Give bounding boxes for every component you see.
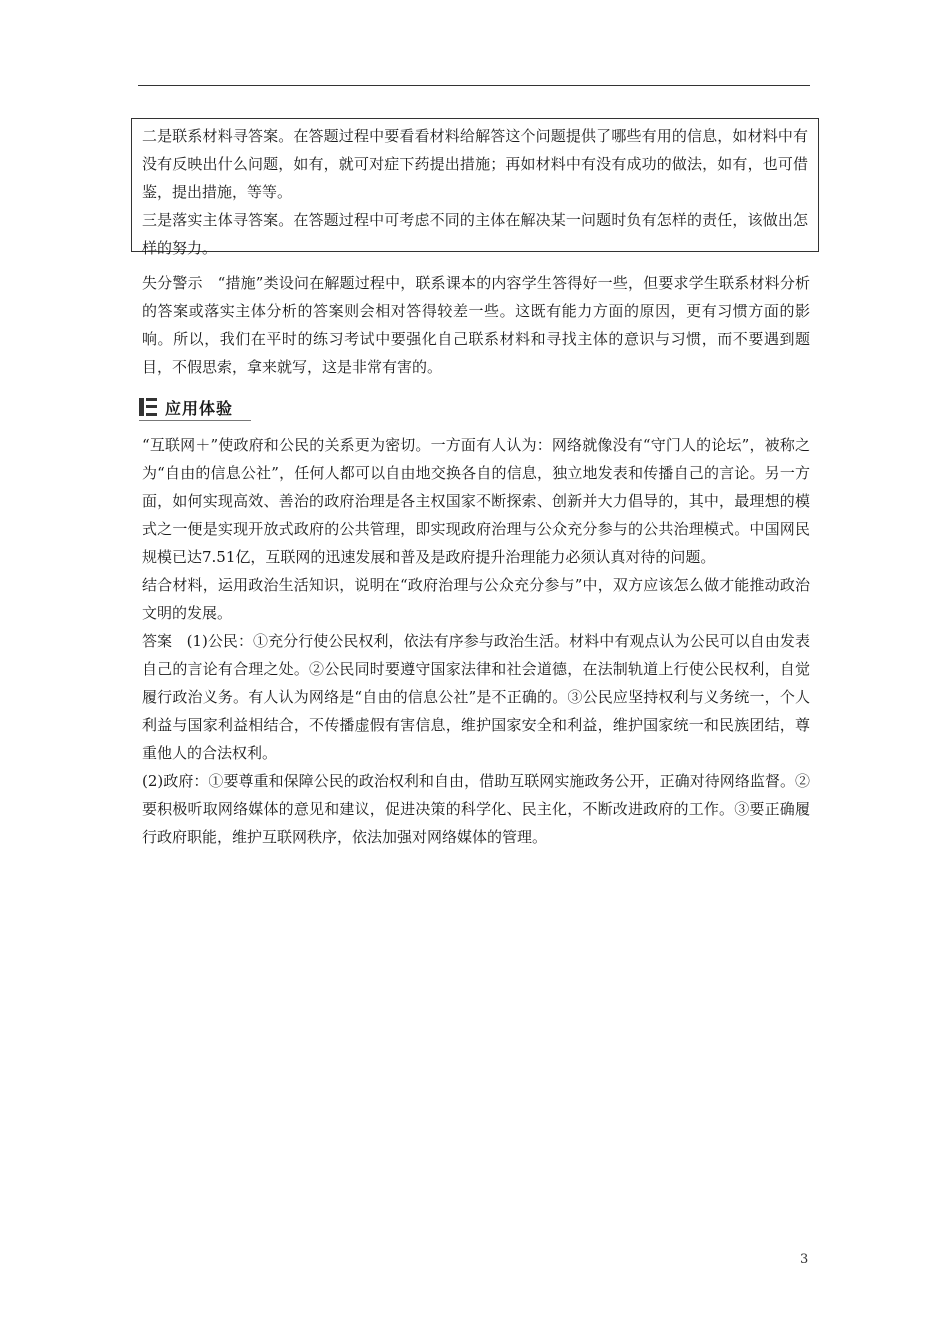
warning-text: “措施”类设问在解题过程中，联系课本的内容学生答得好一些，但要求学生联系材料分析的答案或落实主体分析的答案则会相对答得较差一些。这既有能力方面的原因，更有习惯方面的影响。所以，我们在平时的练习考试中要强化自己联系材料和寻找主体的意识与习惯，而不要遇到题目，不假思索，拿来就写，这是非常有害的。 <box>142 274 810 376</box>
page-number: 3 <box>800 1252 809 1267</box>
question-text: 结合材料，运用政治生活知识，说明在“政府治理与公众充分参与”中，双方应该怎么做才能推动政治文明的发展。 <box>142 576 810 622</box>
method-box <box>131 118 819 257</box>
header-rule <box>138 85 810 86</box>
score-loss-warning <box>142 269 810 381</box>
warning-label: 失分警示 <box>142 274 203 292</box>
section-underline <box>139 420 251 421</box>
application-content <box>142 431 810 851</box>
section-title: 应用体验 <box>165 398 234 418</box>
method-line-2: 二是联系材料寻答案。在答题过程中要看看材料给解答这个问题提供了哪些有用的信息，如材料中有没有反映出什么问题，如有，就可对症下药提出措施；再如材料中有没有成功的做法，如有，也可借鉴，提出措施，等等。 <box>142 127 808 201</box>
method-line-3: 三是落实主体寻答案。在答题过程中可考虑不同的主体在解决某一问题时负有怎样的责任，该做出怎样的努力。 <box>142 211 808 257</box>
section-heading <box>139 394 233 420</box>
answer-label: 答案 <box>142 632 173 650</box>
material-text: “互联网＋”使政府和公民的关系更为密切。一方面有人认为：网络就像没有“守门人的论坛”，被称之为“自由的信息公社”，任何人都可以自由地交换各自的信息，独立地发表和传播自己的言论。另一方面，如何实现高效、善治的政府治理是各主权国家不断探索、创新并大力倡导的，其中，最理想的模式之一便是实现开放式政府的公共管理，即实现政府治理与公众充分参与的公共治理模式。中国网民规模已达7.51亿，互联网的迅速发展和普及是政府提升治理能力必须认真对待的问题。 <box>142 436 810 566</box>
section-marker-icon <box>139 398 157 416</box>
answer-part-2: (2)政府：①要尊重和保障公民的政治权利和自由，借助互联网实施政务公开，正确对待网络监督。②要积极听取网络媒体的意见和建议，促进决策的科学化、民主化，不断改进政府的工作。③要正确履行政府职能，维护互联网秩序，依法加强对网络媒体的管理。 <box>142 772 810 846</box>
answer-part-1: (1)公民：①充分行使公民权利，依法有序参与政治生活。材料中有观点认为公民可以自由发表自己的言论有合理之处。②公民同时要遵守国家法律和社会道德，在法制轨道上行使公民权利，自觉履行政治义务。有人认为网络是“自由的信息公社”是不正确的。③公民应坚持权利与义务统一，个人利益与国家利益相结合，不传播虚假有害信息，维护国家安全和利益，维护国家统一和民族团结，尊重他人的合法权利。 <box>142 632 810 762</box>
